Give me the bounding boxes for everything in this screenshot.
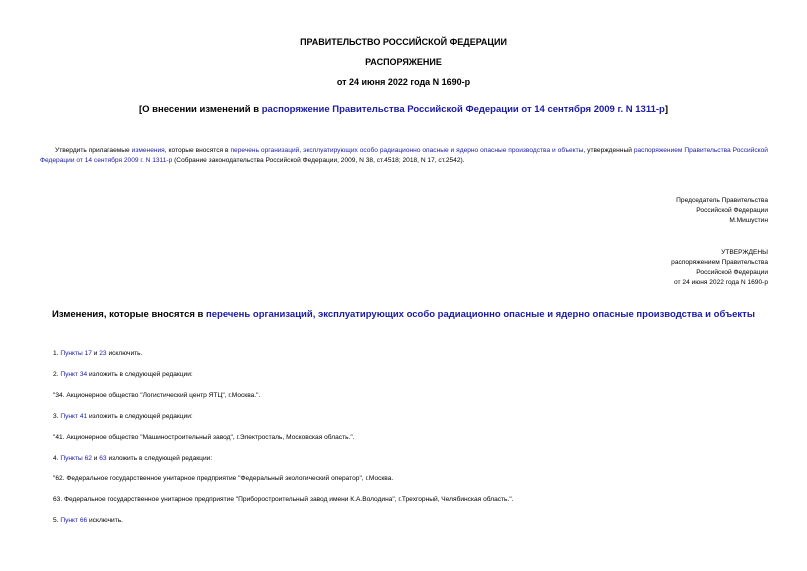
item-text: исключить. — [87, 517, 123, 524]
approved-line-1: УТВЕРЖДЕНЫ — [721, 249, 768, 256]
signature-line-3: М.Мишустин — [729, 217, 768, 224]
item-number: 5. — [53, 517, 61, 524]
item-link[interactable]: 23 — [99, 350, 107, 357]
item-link[interactable]: Пункт 66 — [60, 517, 88, 524]
preamble-text-2: , которые вносятся в — [164, 147, 231, 154]
item-quote: "62. Федеральное государственное унитарное предприятие "Федеральный экологический оператор", г.Москва. — [53, 475, 394, 482]
document-date: от 24 июня 2022 года N 1690-р — [336, 77, 471, 87]
item-number: 3. — [53, 413, 61, 420]
item-quote: "41. Акционерное общество "Машиностроительный завод", г.Электросталь, Московская область.". — [53, 434, 355, 441]
list-item — [53, 517, 123, 524]
list-item — [53, 371, 193, 378]
title-close: ] — [664, 104, 669, 115]
approved-line-4: от 24 июня 2022 года N 1690-р — [674, 279, 768, 286]
preamble-text-3: , утвержденный — [583, 147, 634, 154]
title-link[interactable]: распоряжение Правительства Российской Федерации от 14 сентября 2009 г. N 1311-р — [261, 104, 665, 115]
item-text: и — [91, 455, 100, 462]
document-title — [0, 104, 807, 115]
item-link[interactable]: Пункт 41 — [60, 413, 88, 420]
signature-line-1: Председатель Правительства — [676, 197, 768, 204]
item-text: и — [91, 350, 100, 357]
approved-line-2: распоряжением Правительства — [671, 259, 768, 266]
signature-line-2: Российской Федерации — [696, 207, 768, 214]
item-quote: 63. Федеральное государственное унитарное предприятие "Приборостроительный завод имени К.А.Володина", г.Трехгорный, Челябинская область.". — [53, 496, 514, 503]
item-text: изложить в следующей редакции: — [87, 413, 193, 420]
changes-heading-link[interactable]: перечень организаций, эксплуатирующих особо радиационно опасные и ядерно опасные производства и объекты — [206, 309, 755, 320]
list-item — [53, 413, 193, 420]
approved-line-3: Российской Федерации — [696, 269, 768, 276]
item-link[interactable]: 63 — [99, 455, 107, 462]
item-text: изложить в следующей редакции: — [106, 455, 213, 462]
item-link[interactable]: Пункты 17 — [60, 350, 92, 357]
list-link[interactable]: перечень организаций, эксплуатирующих особо радиационно опасные и ядерно опасные производства и объекты — [230, 147, 584, 154]
item-text: исключить. — [106, 350, 143, 357]
signature-block — [676, 196, 768, 226]
item-quote: "34. Акционерное общество "Логистический центр ЯТЦ", г.Москва.". — [53, 392, 261, 399]
decree-link[interactable]: распоряжением Правительства Российской Федерации от 14 сентября 2009 г. N 1311-р — [40, 147, 768, 164]
changes-heading-text: Изменения, которые вносятся в — [52, 309, 207, 320]
approved-block — [671, 248, 768, 288]
preamble-paragraph — [40, 146, 768, 166]
item-number: 4. — [53, 455, 61, 462]
government-heading: ПРАВИТЕЛЬСТВО РОССИЙСКОЙ ФЕДЕРАЦИИ — [300, 37, 507, 47]
item-number: 1. — [53, 350, 61, 357]
item-link[interactable]: Пункт 34 — [60, 371, 88, 378]
preamble-text-1: Утвердить прилагаемые — [55, 147, 132, 154]
list-item — [53, 350, 142, 357]
changes-link[interactable]: изменения — [131, 147, 165, 154]
document-type: РАСПОРЯЖЕНИЕ — [365, 57, 442, 67]
list-item — [53, 455, 212, 462]
item-number: 2. — [53, 371, 61, 378]
item-text: изложить в следующей редакции: — [87, 371, 193, 378]
title-open: [О внесении изменений в — [138, 104, 262, 115]
preamble-text-4: (Собрание законодательства Российской Федерации, 2009, N 38, ст.4518; 2018, N 17, ст.2542). — [172, 157, 465, 164]
changes-heading — [0, 309, 807, 320]
item-link[interactable]: Пункты 62 — [60, 455, 92, 462]
